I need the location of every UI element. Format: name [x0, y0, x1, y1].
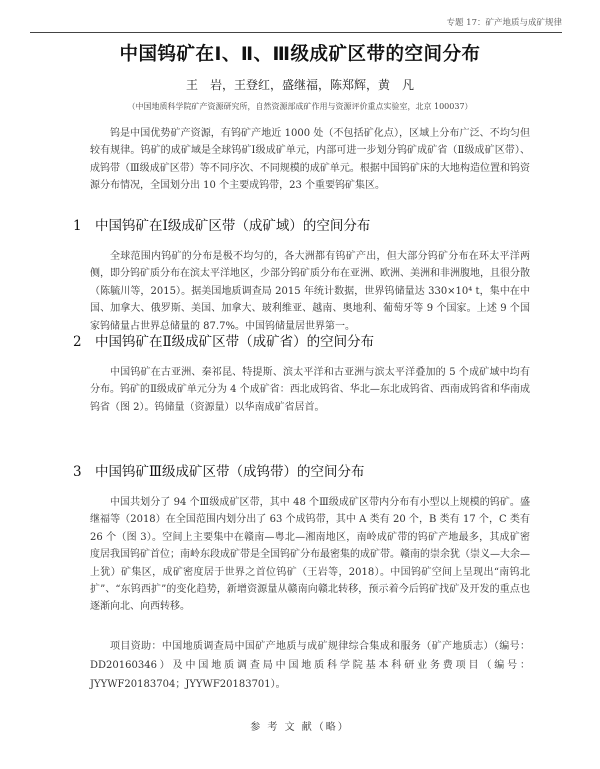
section-1-body: 全球范围内钨矿的分布是极不均匀的，各大洲都有钨矿产出，但大部分钨矿分布在环太平洋两侧，即分钨矿质分布在滨太平洋地区，少部分钨矿质分布在亚洲、欧洲、美洲和非洲腹地，且很分散（陈毓川等，2015）。据美国地质调查局 2015 年统计数据，世界钨储量达 330×10⁴ t，集中在中国、加拿大、俄罗斯、美国、加拿大、玻利维亚、越南、奥地利、葡萄牙等 9 个国家。上述 9 个国家钨储量占世界总储量的 87.7%。中国钨储量居世界第一。 — [90, 251, 530, 332]
section-2-heading — [73, 330, 374, 350]
section-1-number: 1 — [73, 218, 82, 234]
running-header — [30, 16, 562, 33]
funding-note: 项目资助：中国地质调查局中国矿产地质与成矿规律综合集成和服务（矿产地质志）（编号：DD20160346）及中国地质调查局中国地质科学院基本科研业务费项目（编号：JYYWF20183704；JYYWF20183701）。 — [90, 641, 530, 690]
references-heading: 参 考 文 献（略） — [250, 722, 350, 733]
section-3-body: 中国共划分了 94 个Ⅲ级成矿区带，其中 48 个Ⅲ级成矿区带内分布有小型以上规模的钨矿。盛继福等（2018）在全国范围内划分出了 63 个成钨带，其中 A 类有 20 个，B 类有 17 个，C 类有 26 个（图 3）。空间上主要集中在赣南—粤北—湘南地区，南岭成矿带的钨矿产地最多，其成矿密度居我国钨矿首位；南岭东段成矿带是全国钨矿分布最密集的成矿带。赣南的崇余犹（崇义—大余—上犹）矿集区，成矿密度居于世界之首位钨矿（王岩等，2018）。中国钨矿空间上呈现出“南钨北扩”、“东钨西扩”的变化趋势，新增资源量从赣南向赣北转移，预示着今后钨矿找矿及开发的重点也逐渐向北、向西转移。 — [90, 497, 530, 613]
section-2-body: 中国钨矿在古亚洲、秦祁昆、特提斯、滨太平洋和古亚洲与滨太平洋叠加的 5 个成矿域中均有分布。钨矿的Ⅱ级成矿单元分为 4 个成矿省：西北成钨省、华北—东北成钨省、西南成钨省和华南成钨省（图 2）。钨储量（资源量）以华南成矿省居首。 — [90, 367, 530, 413]
section-2-title: 中国钨矿在Ⅱ级成矿区带（成矿省）的空间分布 — [95, 334, 375, 350]
section-3-heading — [73, 460, 365, 480]
section-1-heading — [73, 214, 370, 234]
section-3-title: 中国钨矿Ⅲ级成矿区带（成钨带）的空间分布 — [95, 464, 365, 480]
running-title: 专题 17：矿产地质与成矿规律 — [446, 18, 562, 28]
intro-paragraph: 钨是中国优势矿产资源，有钨矿产地近 1000 处（不包括矿化点），区域上分布广泛、不均匀但较有规律。钨矿的成矿域是全球钨矿Ⅰ级成矿单元，内部可进一步划分钨矿成矿省（Ⅱ级成矿区带）、成钨带（Ⅲ级成矿区带）等不同序次、不同规模的成矿单元。根据中国钨矿床的大地构造位置和钨资源分布情况，全国划分出 10 个主要成钨带，23 个重要钨矿集区。 — [90, 128, 530, 192]
paper-title: 中国钨矿在Ⅰ、Ⅱ、Ⅲ级成矿区带的空间分布 — [119, 44, 481, 65]
section-3-number: 3 — [73, 464, 82, 480]
author-list: 王 岩，王登红，盛继福，陈郑辉，黄 凡 — [185, 78, 414, 92]
section-2-number: 2 — [73, 334, 82, 350]
section-1-title: 中国钨矿在Ⅰ级成矿区带（成矿域）的空间分布 — [95, 218, 371, 234]
affiliation: （中国地质科学院矿产资源研究所，自然资源部成矿作用与资源评价重点实验室，北京 100037） — [127, 102, 473, 111]
